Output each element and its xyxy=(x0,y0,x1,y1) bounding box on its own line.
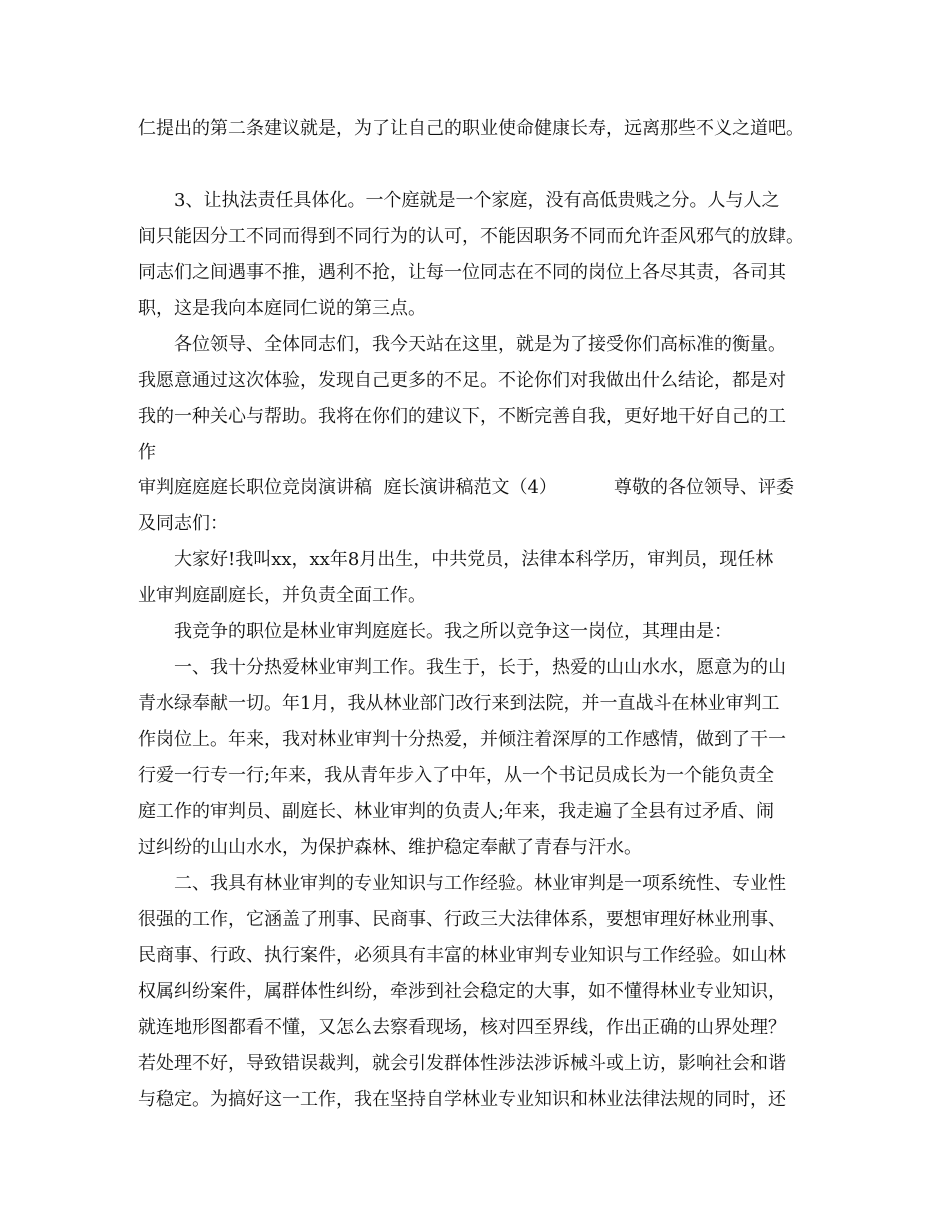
text-line: 作岗位上。年来，我对林业审判十分热爱，并倾注着深厚的工作感情，做到了干一 xyxy=(138,729,786,750)
text-line: 与稳定。为搞好这一工作，我在坚持自学林业专业知识和林业法律法规的同时，还 xyxy=(138,1089,786,1110)
text-line: 业审判庭副庭长，并负责全面工作。 xyxy=(138,585,426,606)
text-line: 职，这是我向本庭同仁说的第三点。 xyxy=(138,298,426,319)
text-line: 作 xyxy=(138,442,156,463)
text-line: 仁提出的第二条建议就是，为了让自己的职业使命健康长寿，远离那些不义之道吧。 xyxy=(138,118,804,139)
text-line: 二、我具有林业审判的专业知识与工作经验。林业审判是一项系统性、专业性 xyxy=(174,873,786,894)
text-line: 大家好!我叫xx，xx年8月出生，中共党员，法律本科学历，审判员，现任林 xyxy=(174,549,774,570)
text-line: 行爱一行专一行;年来，我从青年步入了中年，从一个书记员成长为一个能负责全 xyxy=(138,765,775,786)
text-line: 权属纠纷案件，属群体性纠纷，牵涉到社会稳定的大事，如不懂得林业专业知识， xyxy=(138,981,786,1002)
text-line: 民商事、行政、执行案件，必须具有丰富的林业审判专业知识与工作经验。如山林 xyxy=(138,945,786,966)
text-line: 一、我十分热爱林业审判工作。我生于，长于，热爱的山山水水，愿意为的山 xyxy=(174,657,786,678)
text-line: 间只能因分工不同而得到不同行为的认可，不能因职务不同而允许歪风邪气的放肆。 xyxy=(138,226,804,247)
text-line: 3、让执法责任具体化。一个庭就是一个家庭，没有高低贵贱之分。人与人之 xyxy=(174,190,780,211)
text-line: 若处理不好，导致错误裁判，就会引发群体性涉法涉诉械斗或上访，影响社会和谐 xyxy=(138,1053,786,1074)
text-line: 很强的工作，它涵盖了刑事、民商事、行政三大法律体系，要想审理好林业刑事、 xyxy=(138,909,786,930)
text-line: 就连地形图都看不懂，又怎么去察看现场，核对四至界线，作出正确的山界处理？ xyxy=(138,1017,786,1038)
text-line: 及同志们： xyxy=(138,513,228,534)
text-line: 我的一种关心与帮助。我将在你们的建议下，不断完善自我，更好地干好自己的工 xyxy=(138,406,786,427)
text-line: 我愿意通过这次体验，发现自己更多的不足。不论你们对我做出什么结论，都是对 xyxy=(138,370,786,391)
salutation: 尊敬的各位领导、评委 xyxy=(614,477,794,498)
text-line: 青水绿奉献一切。年1月，我从林业部门改行来到法院，并一直战斗在林业审判工 xyxy=(138,693,780,714)
text-line: 过纠纷的山山水水，为保护森林、维护稳定奉献了青春与汗水。 xyxy=(138,837,642,858)
text-line: 庭工作的审判员、副庭长、林业审判的负责人;年来，我走遍了全县有过矛盾、闹 xyxy=(138,801,775,822)
text-line: 各位领导、全体同志们，我今天站在这里，就是为了接受你们高标准的衡量。 xyxy=(174,334,786,355)
text-line: 同志们之间遇事不推，遇利不抢，让每一位同志在不同的岗位上各尽其责，各司其 xyxy=(138,262,786,283)
section-heading: 审判庭庭庭长职位竞岗演讲稿 庭长演讲稿范文（4） xyxy=(138,477,557,498)
text-line: 我竞争的职位是林业审判庭庭长。我之所以竞争这一岗位，其理由是： xyxy=(174,621,732,642)
